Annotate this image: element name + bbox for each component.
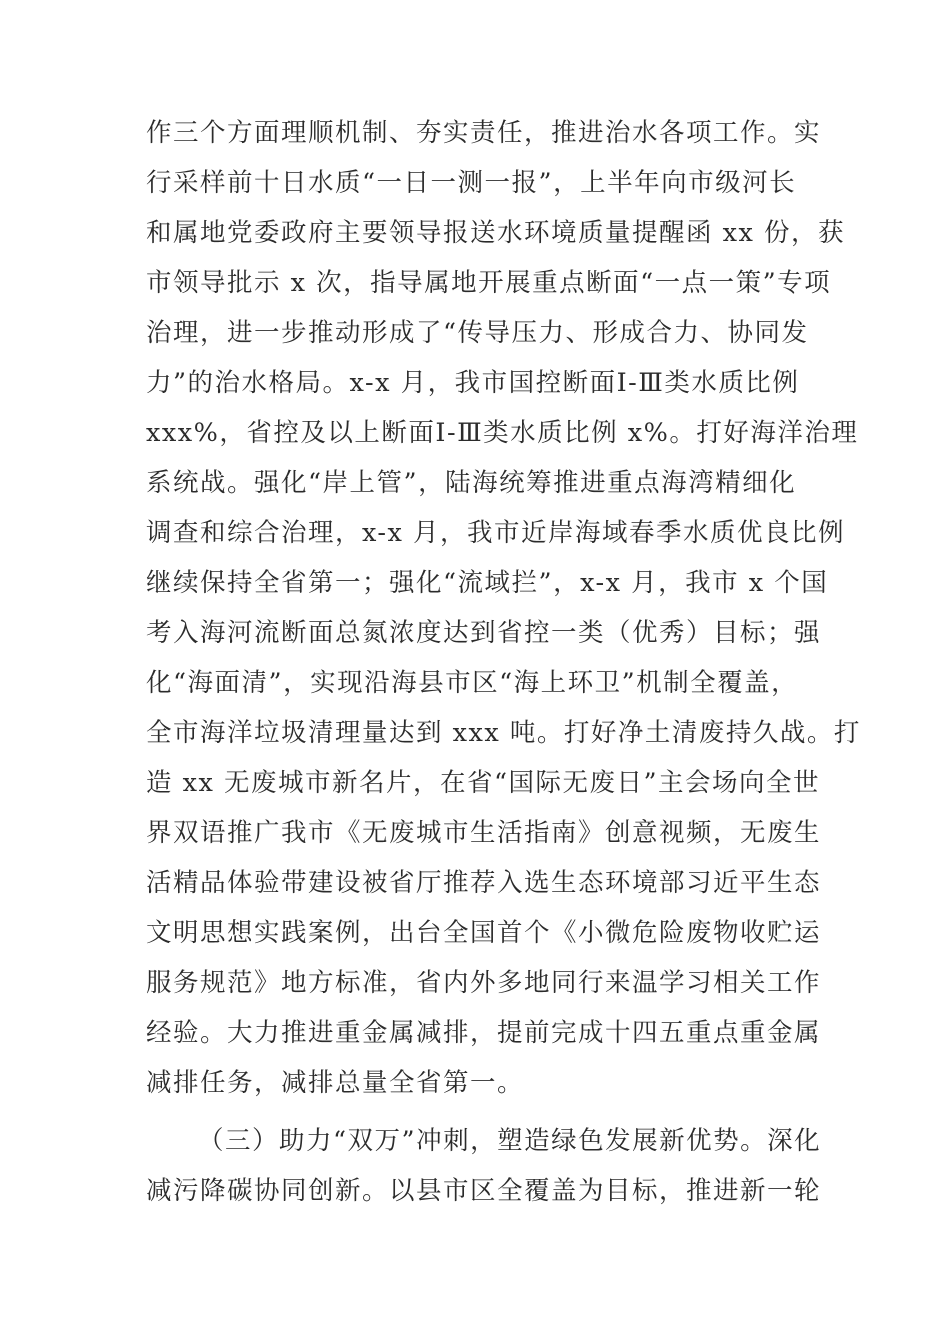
paragraph-line: （三）助力“双万”冲刺，塑造绿色发展新优势。深化 — [198, 1126, 822, 1156]
paragraph-line: 治理，进一步推动形成了“传导压力、形成合力、协同发 — [146, 318, 809, 348]
paragraph-2 — [146, 1116, 822, 1216]
paragraph-line: 活精品体验带建设被省厅推荐入选生态环境部习近平生态 — [146, 868, 822, 898]
paragraph-line: 系统战。强化“岸上管”，陆海统筹推进重点海湾精细化 — [146, 468, 797, 498]
paragraph-line: 作三个方面理顺机制、夯实责任，推进治水各项工作。实 — [146, 118, 822, 148]
paragraph-spacer — [146, 1108, 806, 1116]
paragraph-line: 服务规范》地方标准，省内外多地同行来温学习相关工作 — [146, 968, 822, 998]
paragraph-line: 考入海河流断面总氮浓度达到省控一类（优秀）目标；强 — [146, 618, 822, 648]
body-text — [146, 108, 861, 1216]
paragraph-line: 力”的治水格局。x-x 月，我市国控断面Ⅰ-Ⅲ类水质比例 — [146, 368, 800, 398]
paragraph-line: xxx%，省控及以上断面Ⅰ-Ⅲ类水质比例 x%。打好海洋治理 — [146, 418, 859, 448]
paragraph-line: 减污降碳协同创新。以县市区全覆盖为目标，推进新一轮 — [146, 1176, 822, 1206]
paragraph-line: 市领导批示 x 次，指导属地开展重点断面“一点一策”专项 — [146, 268, 832, 298]
paragraph-line: 和属地党委政府主要领导报送水环境质量提醒函 xx 份，获 — [146, 218, 845, 248]
paragraph-line: 造 xx 无废城市新名片，在省“国际无废日”主会场向全世 — [146, 768, 821, 798]
paragraph-line: 继续保持全省第一；强化“流域拦”，x-x 月，我市 x 个国 — [146, 568, 829, 598]
paragraph-line: 化“海面清”，实现沿海县市区“海上环卫”机制全覆盖， — [146, 668, 799, 698]
paragraph-1 — [146, 108, 861, 1108]
paragraph-line: 经验。大力推进重金属减排，提前完成十四五重点重金属 — [146, 1018, 822, 1048]
paragraph-line: 文明思想实践案例，出台全国首个《小微危险废物收贮运 — [146, 918, 822, 948]
paragraph-line: 减排任务，减排总量全省第一。 — [146, 1068, 525, 1098]
paragraph-line: 调查和综合治理，x-x 月，我市近岸海域春季水质优良比例 — [146, 518, 846, 548]
paragraph-line: 行采样前十日水质“一日一测一报”，上半年向市级河长 — [146, 168, 797, 198]
paragraph-line: 全市海洋垃圾清理量达到 xxx 吨。打好净土清废持久战。打 — [146, 718, 861, 748]
paragraph-line: 界双语推广我市《无废城市生活指南》创意视频，无废生 — [146, 818, 822, 848]
